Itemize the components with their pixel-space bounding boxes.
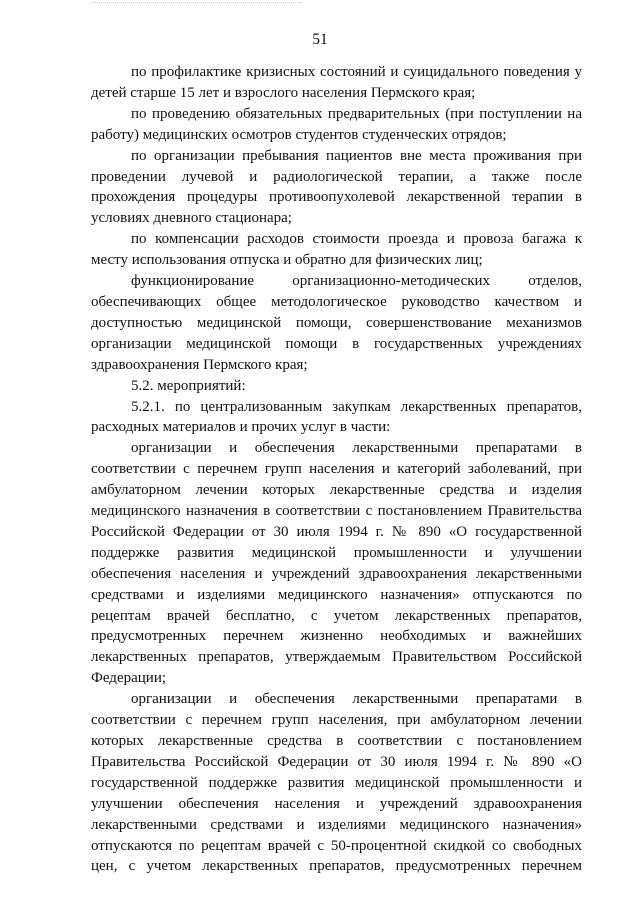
paragraph: по проведению обязательных предварительных (при поступлении на работу) медицинских осмотров студентов студенческих отрядов;: [91, 105, 582, 143]
page-number: 51: [312, 31, 328, 48]
paragraph: по профилактике кризисных состояний и суицидального поведения у детей старше 15 лет и взрослого населения Пермского края;: [91, 64, 582, 101]
section-heading: 5.2. мероприятий:: [131, 377, 246, 394]
scan-edge-marks: [92, 2, 302, 7]
subsection-paragraph: 5.2.1. по централизованным закупкам лекарственных препаратов, расходных материалов и прочих услуг в части:: [91, 398, 582, 436]
paragraph: по организации пребывания пациентов вне места проживания при проведении лучевой и радиологической терапии, а также после прохождения процедуры противоопухолевой лекарственной терапии в условиях дневного стационара;: [91, 147, 582, 227]
paragraph: по компенсации расходов стоимости проезда и провоза багажа к месту использования отпуска и обратно для физических лиц;: [91, 231, 582, 269]
paragraph-continued: организации и обеспечения лекарственными препаратами в соответствии с перечнем групп населения, при амбулаторном лечении которых лекарственные средства в соответствии с постановлением Правительства Российской Федерации от 30 июля 1994 г. № 890 «О государственной поддержке развития медицинской промышленности и улучшении обеспечения населения и учреждений здравоохранения лекарственными средствами и изделиями медицинского назначения» отпускаются по рецептам врачей с 50-процентной скидкой со свободных цен, с учетом лекарственных препаратов, предусмотренных перечнем: [91, 691, 582, 875]
body-text: [91, 62, 582, 877]
paragraph: функционирование организационно-методических отделов, обеспечивающих общее методологическое руководство качеством и доступностью медицинской помощи, совершенствование механизмов организации медицинской помощи в государственных учреждениях здравоохранения Пермского края;: [91, 273, 582, 373]
paragraph: организации и обеспечения лекарственными препаратами в соответствии с перечнем групп населения и категорий заболеваний, при амбулаторном лечении которых лекарственные средства и изделия медицинского назначения в соответствии с постановлением Правительства Российской Федерации от 30 июля 1994 г. № 890 «О государственной поддержке развития медицинской промышленности и улучшении обеспечения населения и учреждений здравоохранения лекарственными средствами и изделиями медицинского назначения» отпускаются по рецептам врачей бесплатно, с учетом лекарственных препаратов, предусмотренных перечнем жизненно необходимых и важнейших лекарственных препаратов, утверждаемым Правительством Российской Федерации;: [91, 440, 582, 687]
